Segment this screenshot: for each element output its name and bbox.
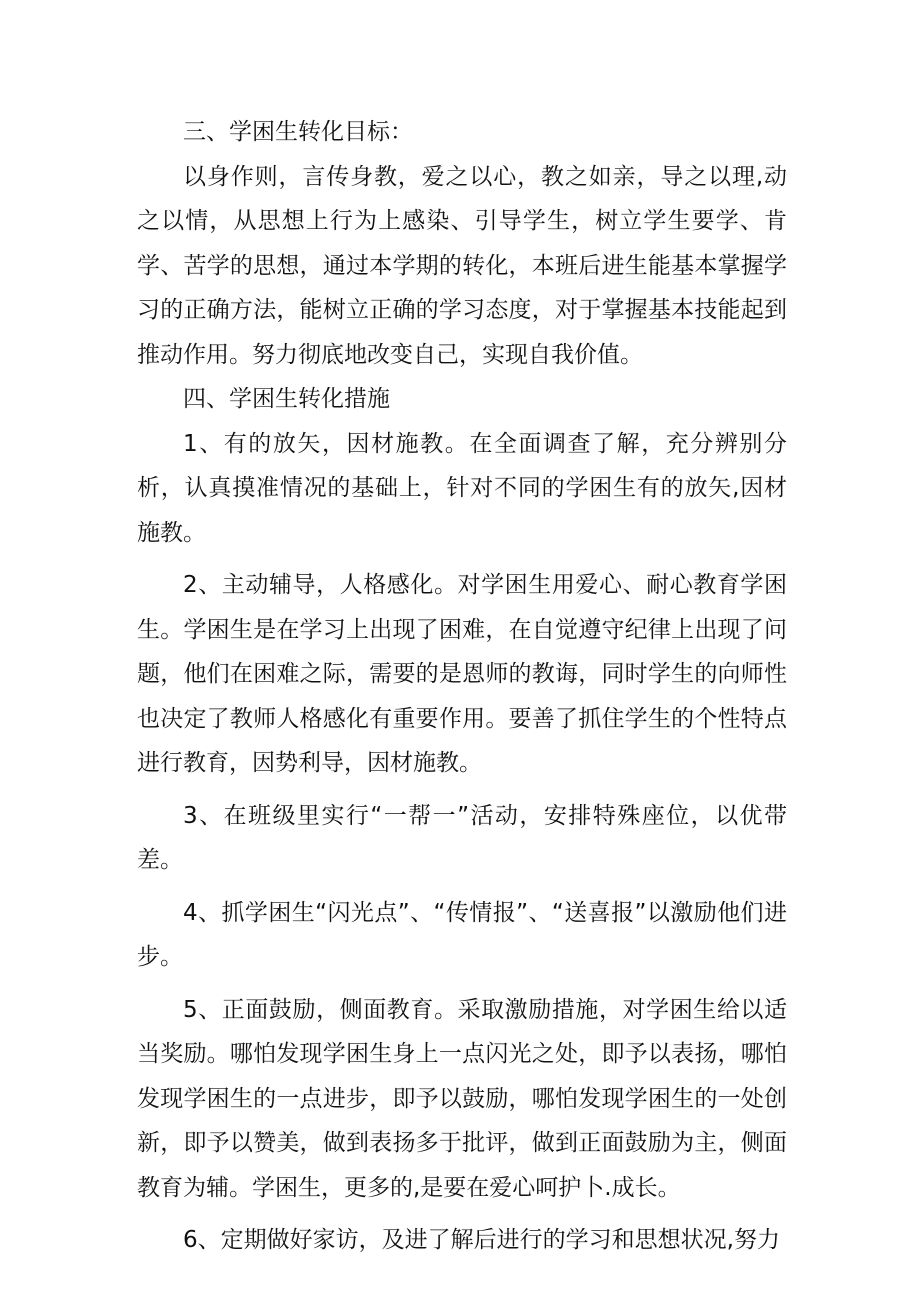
measure-item-2: 2、主动辅导，人格感化。对学困生用爱心、耐心教育学困生。学困生是在学习上出现了困难，在自觉遵守纪律上出现了问题，他们在困难之际，需要的是恩师的教诲，同时学生的向师性也决定了教师人格感化有重要作用。要善了抓住学生的个性特点进行教育，因势利导，因材施教。 <box>137 572 787 776</box>
measure-item-5: 5、正面鼓励，侧面教育。采取激励措施，对学困生给以适当奖励。哪怕发现学困生身上一点闪光之处，即予以表扬，哪怕发现学困生的一点进步，即予以鼓励，哪怕发现学困生的一处创新，即予以赞美，做到表扬多于批评，做到正面鼓励为主，侧面教育为辅。学困生，更多的,是要在爱心呵护卜.成长。 <box>137 996 787 1201</box>
section-heading-3: 三、学困生转化目标： <box>183 119 413 145</box>
measure-item-6: 6、定期做好家访，及进了解后进行的学习和思想状况,努力 <box>183 1227 780 1253</box>
document-body <box>137 110 787 1263</box>
measure-item-3: 3、在班级里实行“一帮一”活动，安排特殊座位，以优带差。 <box>137 802 787 873</box>
measure-item-1: 1、有的放矢，因材施教。在全面调查了解，充分辨别分析，认真摸准情况的基础上，针对不同的学困生有的放矢,因材施教。 <box>137 430 787 546</box>
goal-paragraph: 以身作则，言传身教，爱之以心，教之如亲，导之以理,动之以情，从思想上行为上感染、引导学生，树立学生要学、肯学、苦学的思想，通过本学期的转化，本班后进生能基本掌握学习的正确方法，能树立正确的学习态度，对于掌握基本技能起到推动作用。努力彻底地改变自己，实现自我价值。 <box>137 163 787 368</box>
measure-item-4: 4、抓学困生“闪光点”、“传情报”、“送喜报”以激励他们进步。 <box>137 899 787 970</box>
section-heading-4: 四、学困生转化措施 <box>183 386 390 412</box>
